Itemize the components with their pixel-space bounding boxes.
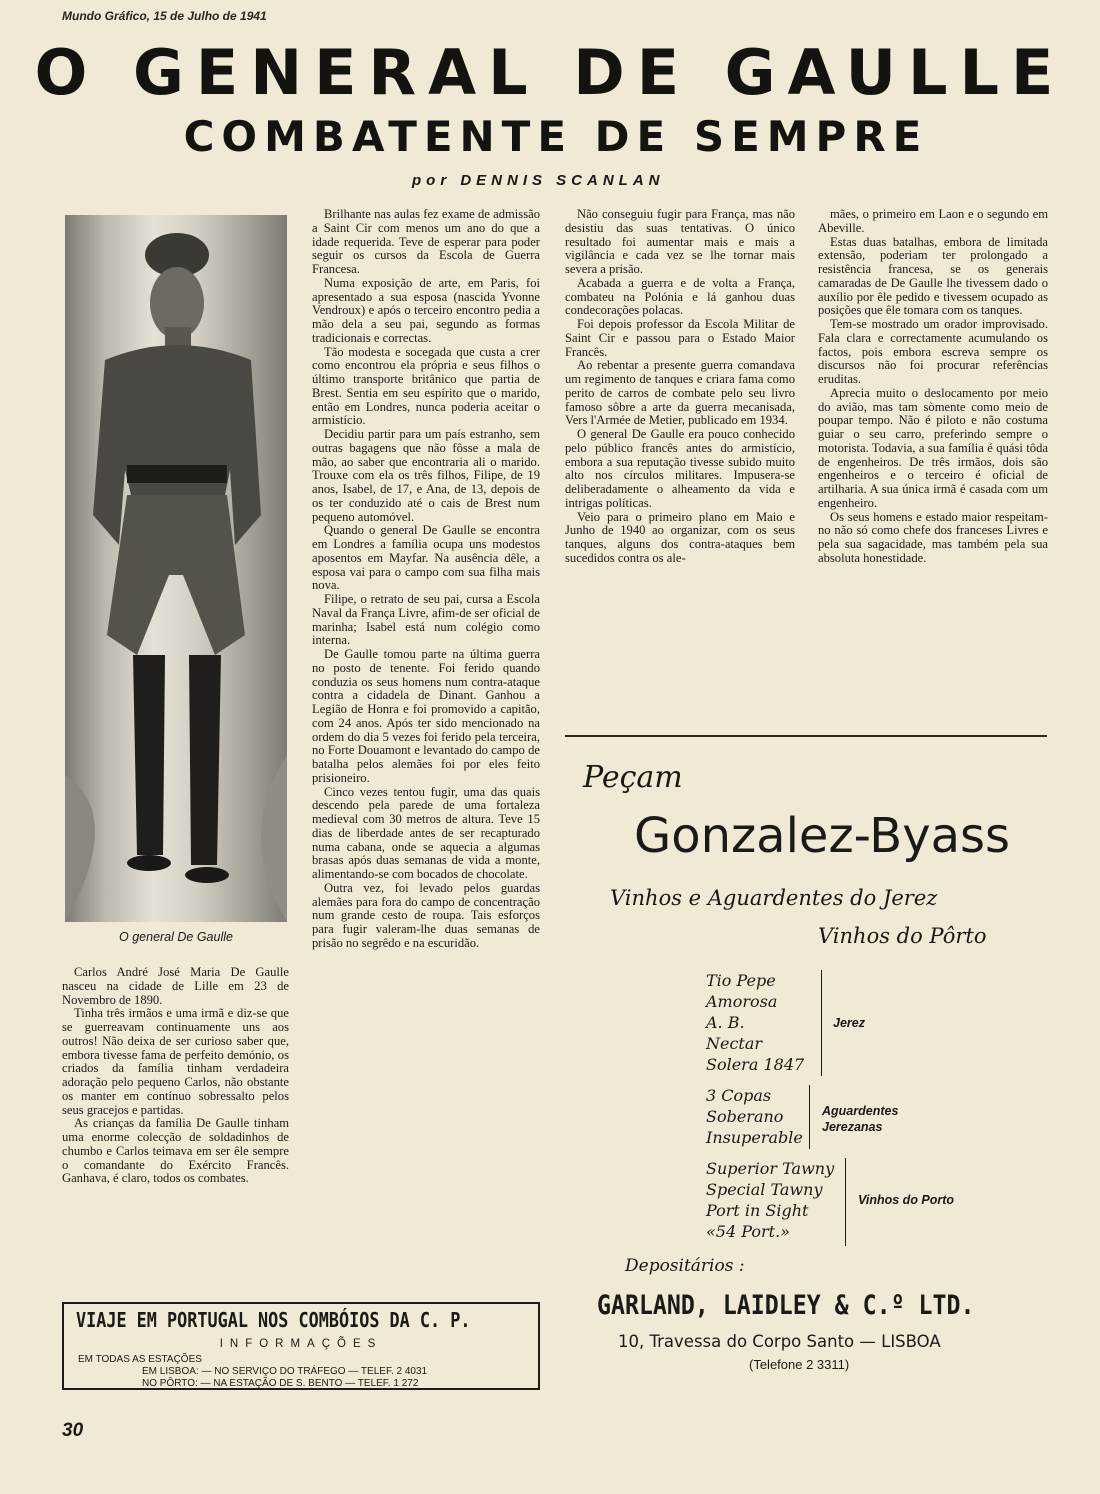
product-name: Soberano (706, 1107, 784, 1126)
paragraph: As crianças da família De Gaulle tinham uma enorme colecção de soldadinhos de chumbo e Carlos teimava em ser êle sempre o comandante do Exército Francês. Ganhava, é claro, todos os combates. (62, 1116, 289, 1186)
paragraph: Brilhante nas aulas fez exame de admissão a Saint Cir com menos um ano do que a idade requerida. Teve de esperar para poder seguir os cursos da Escola de Guerra Francesa. (312, 207, 540, 276)
subheadline: COMBATENTE DE SEMPRE (183, 112, 929, 161)
paragraph: Tão modesta e socegada que custa a crer como encontrou ela própria e seus filhos o último transporte britânico que partia de Brest. Sentia em seu espírito que o marido, então em Londres, nunca poderia aceitar o armistício. (312, 344, 540, 428)
company-phone: (Telefone 2 3311) (749, 1357, 850, 1372)
product-group-jerez (706, 970, 822, 1076)
depositarios-label: Depositários : (625, 1256, 745, 1276)
ad-subtitle: Vinhos do Pôrto (818, 924, 987, 948)
paragraph: Outra vez, foi levado pelos guardas alemães para fora do campo de concentração num grande cesto de roupa. Tais esforços para fugir valeram-lhe duas semanas de prisão no segrêdo e na escuridão. (312, 880, 540, 950)
paragraph: Tinha três irmãos e uma irmã e diz-se que se guerreavam continuamente uns aos outros! Não deixa de ser curioso saber que, embora tivesse fama de perfeito demónio, os criados da família tinham verdadeira adoração pelo pequeno Carlos, não obstante os manter em contínuo sobressalto pelos seus gracejos e partidas. (62, 1006, 289, 1117)
paragraph: Acabada a guerra e de volta a França, combateu na Polónia e lá ganhou duas condecorações polacas. (565, 275, 795, 318)
article-column-3 (565, 208, 795, 566)
wine-brand: Gonzalez-Byass (634, 808, 1011, 864)
group-label: Jerez (833, 1016, 865, 1030)
paragraph: Decidiu partir para um país estranho, sem outras bagagens que não fôsse a mala de mão, ao saber que encontraria ali o marido. Trouxe com ela os três filhos, Filipe, de 19 anos, Isabel, de 17, e Ana, de 13, depois de os ter conduzido até o cais de Brest num pequeno automóvel. (312, 427, 540, 524)
ad-request: Peçam (583, 760, 683, 795)
masthead: Mundo Gráfico, 15 de Julho de 1941 (62, 9, 267, 23)
product-group-porto (706, 1158, 846, 1246)
rail-ad-info: INFORMAÇÕES (219, 1338, 383, 1350)
paragraph: mães, o primeiro em Laon e o segundo em Abeville. (818, 207, 1048, 235)
group-label: Aguardentes (822, 1104, 899, 1118)
group-label: Vinhos do Porto (858, 1193, 955, 1207)
product-name: Tio Pepe (706, 971, 776, 990)
product-name: 3 Copas (706, 1086, 772, 1105)
product-name: «54 Port.» (706, 1222, 790, 1241)
paragraph: Ao rebentar a presente guerra comandava um regimento de tanques e criara fama como perito de carros de combate pelo seu livro famoso sôbre a arte da guerra mecanisada, Vers l'Armée de Metier, publicado em 1934. (565, 358, 795, 428)
paragraph: Carlos André José Maria De Gaulle nasceu na cidade de Lille em 23 de Novembro de 1890. (62, 965, 289, 1007)
paragraph: Cinco vezes tentou fugir, uma das quais descendo pela parede de uma fortaleza medieval com 30 metros de altura. Teve 15 dias de liberdade antes de ser recapturado numa cabana, onde se aquecia a algumas brasas após duas semanas de vida a monte, alimentando-se com bocados de chocolate. (312, 784, 540, 881)
product-name: Solera 1847 (706, 1055, 805, 1074)
product-name: Insuperable (706, 1128, 803, 1147)
paragraph: Filipe, o retrato de seu pai, cursa a Escola Naval da França Livre, afim-de ser oficial de marinha; Isabel está num colégio como interna. (312, 592, 540, 648)
paragraph: O general De Gaulle era pouco conhecido pelo público francês antes do armistício, embora a sua reputação tivesse subido muito alto nos círculos militares. Impusera-se deliberadamente o alheamento da vida e intrigas políticas. (565, 427, 795, 510)
article-column-1 (62, 966, 289, 1186)
de-gaulle-photo (65, 215, 287, 922)
product-name: Amorosa (706, 992, 778, 1011)
paragraph: Não conseguiu fugir para França, mas não desistiu das suas tentativas. O único resultado foi aumentar mais e mais a vigilância e cada vez se lhe tornar mais severa a prisão. (565, 207, 795, 276)
paragraph: Quando o general De Gaulle se encontra em Londres a família ocupa uns modestos aposentos em Mayfar. Na ausência dêle, a esposa vai para o campo com sua filha mais nova. (312, 523, 540, 593)
product-name: Superior Tawny (706, 1159, 835, 1178)
headline: O GENERAL DE GAULLE (34, 36, 1066, 109)
photo-caption: O general De Gaulle (119, 930, 233, 944)
rail-ad-line: EM TODAS AS ESTAÇÕES (78, 1354, 202, 1365)
rail-ad-line: EM LISBOA: — NO SERVIÇO DO TRÁFEGO — TELEF. 2 4031 (142, 1366, 428, 1377)
byline: por DENNIS SCANLAN (412, 172, 665, 189)
paragraph: De Gaulle tomou parte na última guerra no posto de tenente. Foi ferido quando conduzia os seus homens num contra-ataque contra a cidadela de Dinant. Ganhou a Legião de Honra e foi promovido a capitão, com 24 anos. Após ter sido mencionado na ordem do dia 5 vezes foi ferido pela terceira, no Forte Douamont e levantado do campo de batalha pelos alemães foi por eles feito prisioneiro. (312, 647, 540, 785)
ad-divider (565, 735, 1047, 737)
paragraph: Os seus homens e estado maior respeitam-no não só como chefe dos franceses Livres e pela sua sagacidade, mas também pela sua absoluta honestidade. (818, 509, 1048, 565)
product-name: A. B. (706, 1013, 745, 1032)
paragraph: Aprecia muito o deslocamento por meio do avião, mas tam sòmente como meio de poupar tempo. Não é piloto e não costuma guiar o seu carro, preferindo sempre o motorista. Todavia, a sua família é quási tôda de engenheiros. De três irmãos, dois são engenheiros e o terceiro é oficial de artilharia. A sua única irmã é casada com um engenheiro. (818, 385, 1048, 510)
product-name: Port in Sight (706, 1201, 809, 1220)
company-name: GARLAND, LAIDLEY & C.º LTD. (597, 1290, 975, 1321)
article-column-4 (818, 208, 1048, 566)
ad-subtitle: Vinhos e Aguardentes do Jerez (610, 886, 938, 910)
paragraph: Veio para o primeiro plano em Maio e Junho de 1940 ao organizar, com os seus tanques, alguns dos contra-ataques bem sucedidos contra os ale- (565, 509, 795, 565)
page-number: 30 (62, 1420, 84, 1441)
paragraph: Estas duas batalhas, embora de limitada extensão, poderiam ter prolongado a resistência francesa, se os generais camaradas de De Gaulle lhe tivessem dado o auxílio por êle pedido e tivessem ocupado as posições que êle tomara com os tanques. (818, 234, 1048, 318)
group-label: Jerezanas (822, 1120, 883, 1134)
paragraph: Numa exposição de arte, em Paris, foi apresentado a sua esposa (nascida Yvonne Vendroux) e após o terceiro encontro pedia a mão dela a seu pai, segundo as formas tradicionais e correctas. (312, 275, 540, 345)
company-address: 10, Travessa do Corpo Santo — LISBOA (618, 1332, 941, 1351)
paragraph: Tem-se mostrado um orador improvisado. Fala clara e correctamente acumulando os factos, pois embora escreva sempre os discursos não foi procurar referências eruditas. (818, 317, 1048, 386)
rail-ad-line: NO PÔRTO: — NA ESTAÇÃO DE S. BENTO — TELEF. 1 272 (142, 1378, 419, 1389)
rail-ad-title: VIAJE EM PORTUGAL NOS COMBÓIOS DA C. P. (76, 1308, 471, 1332)
product-name: Special Tawny (706, 1180, 823, 1199)
rail-advertisement (62, 1302, 540, 1390)
product-name: Nectar (706, 1034, 763, 1053)
article-column-2 (312, 208, 540, 951)
product-group-aguardentes (706, 1085, 810, 1149)
paragraph: Foi depois professor da Escola Militar de Saint Cir e passou para o Estado Maior Francês. (565, 317, 795, 359)
soldier-silhouette-icon (65, 215, 287, 922)
